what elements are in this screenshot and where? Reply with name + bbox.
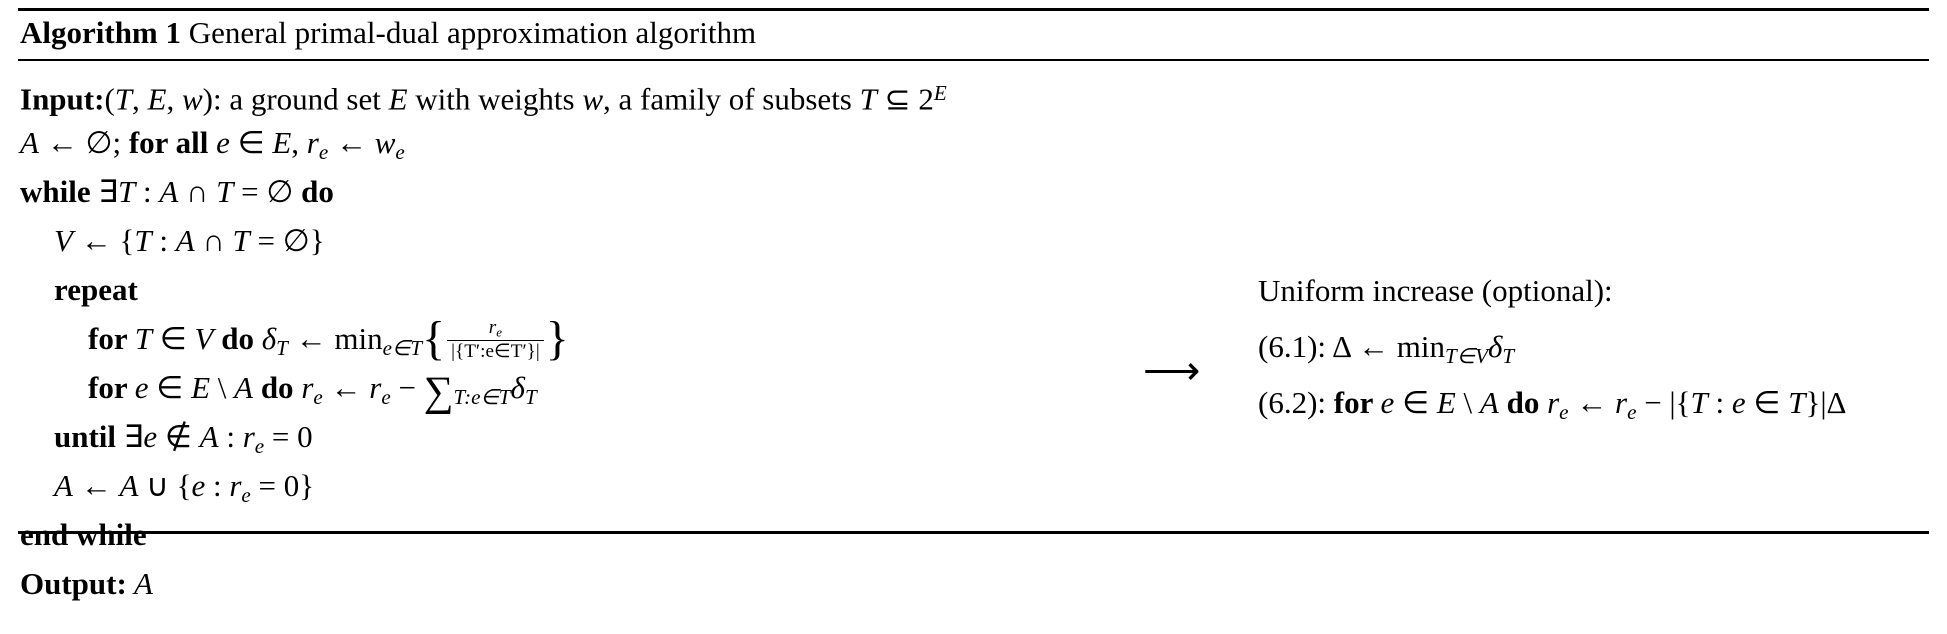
sub-e: e <box>318 139 329 164</box>
text: , <box>166 81 182 117</box>
var-T: T <box>232 223 250 258</box>
weight-w: w <box>181 81 203 117</box>
text: , <box>291 125 307 160</box>
var-r: r <box>369 370 382 405</box>
text: ( <box>104 81 115 117</box>
text: \ <box>1455 385 1480 420</box>
text: ∩ <box>194 223 233 258</box>
text: : <box>135 174 160 209</box>
text: − <box>390 370 424 405</box>
var-Delta: Δ <box>1826 385 1847 420</box>
text: = ∅ <box>233 174 302 209</box>
text: ← <box>287 321 335 356</box>
var-T: T <box>1690 385 1708 420</box>
text: ∩ <box>178 174 217 209</box>
var-A: A <box>20 125 39 160</box>
var-e: e <box>143 419 158 454</box>
var-T: T <box>134 321 153 356</box>
until-keyword: until <box>54 419 124 454</box>
pseudocode-line-for-delta <box>20 312 1070 366</box>
pseudocode-line-output <box>20 559 1070 608</box>
var-e: e <box>1380 385 1395 420</box>
pseudocode-line-init <box>20 118 1070 167</box>
set-V: V <box>194 321 214 356</box>
text: ⊆ 2 <box>876 81 934 117</box>
sub-T: T <box>1502 343 1515 368</box>
set-T: T <box>114 81 133 117</box>
text: = ∅} <box>249 223 325 258</box>
text: ← ∅; <box>38 125 129 160</box>
var-A: A <box>234 370 254 405</box>
sum-operator: ∑ <box>423 368 454 415</box>
pseudocode-listing <box>20 69 1070 608</box>
text: with weights <box>407 81 583 117</box>
pseudocode-line-until <box>20 412 1070 461</box>
fraction-numerator <box>447 317 544 340</box>
var-r: r <box>229 468 242 503</box>
algorithm-title: General primal-dual approximation algorithm <box>188 15 757 50</box>
var-E: E <box>191 370 210 405</box>
for-keyword: for <box>88 321 135 356</box>
right-brace: } <box>545 312 569 366</box>
set-E2: E <box>388 81 408 117</box>
do-keyword: do <box>301 174 334 209</box>
text: ← <box>72 468 120 503</box>
do-keyword: do <box>253 370 302 405</box>
pseudocode-line-repeat <box>20 265 1070 314</box>
var-T: T <box>216 174 234 209</box>
pseudocode-line-for-update-r <box>20 363 1070 415</box>
var-r: r <box>1615 385 1628 420</box>
var-r: r <box>1547 385 1560 420</box>
var-r: r <box>306 125 319 160</box>
input-keyword: Input: <box>20 81 105 117</box>
sub-e: e <box>313 384 323 409</box>
output-keyword: Output: <box>20 566 127 601</box>
var-r: r <box>242 419 255 454</box>
var-A: A <box>199 419 219 454</box>
text: = 0 <box>264 419 313 454</box>
pseudocode-line-augment-A <box>20 461 1070 510</box>
forall-keyword: for all <box>128 125 217 160</box>
var-A: A <box>54 468 73 503</box>
text: \ <box>210 370 235 405</box>
sum-subscript: T:e∈T <box>453 384 511 409</box>
min-subscript: T∈V <box>1445 343 1488 368</box>
var-e: e <box>1731 385 1746 420</box>
annotation-eq-6-2 <box>1258 375 1938 431</box>
text: ∃ <box>123 419 144 454</box>
set-E: E <box>147 81 167 117</box>
pseudocode-line-while <box>20 167 1070 216</box>
text: : <box>218 419 243 454</box>
sub-e: e <box>1559 399 1569 424</box>
exponent-E: E <box>933 81 947 105</box>
text: ∉ <box>157 419 200 454</box>
min-subscript: e∈T <box>382 335 423 360</box>
text: ← <box>328 125 375 160</box>
text: ← <box>1350 329 1397 364</box>
text: : <box>151 223 176 258</box>
var-delta: δ <box>261 321 277 356</box>
sub-T: T <box>276 335 288 360</box>
var-delta: δ <box>1488 329 1503 364</box>
annotation-block <box>1258 263 1938 431</box>
text: : <box>1707 385 1732 420</box>
text: ∈ <box>1745 385 1789 420</box>
var-e: e <box>191 468 206 503</box>
var-Delta: Δ <box>1332 329 1351 364</box>
text: , <box>132 81 148 117</box>
end-while-keyword: end while <box>20 517 147 552</box>
algorithm-caption <box>18 11 1929 59</box>
fraction <box>447 317 544 363</box>
min-operator: min <box>334 321 383 356</box>
text: ∈ <box>152 321 195 356</box>
algorithm-block <box>18 8 1929 601</box>
text: − |{ <box>1636 385 1691 420</box>
left-brace: { <box>422 312 446 366</box>
var-E: E <box>1436 385 1456 420</box>
pseudocode-line-violated-set <box>20 216 1070 265</box>
var-A: A <box>1479 385 1499 420</box>
fraction-denominator: |{T′:e∈T′}| <box>447 340 544 363</box>
text: ): a ground set <box>202 81 389 117</box>
text: ∈ <box>1394 385 1437 420</box>
for-keyword: for <box>1333 385 1381 420</box>
pseudocode-line-input <box>20 69 1070 118</box>
algorithm-label: Algorithm 1 <box>20 15 182 50</box>
text: : <box>205 468 230 503</box>
sub-e: e <box>1627 399 1637 424</box>
for-keyword: for <box>88 370 135 405</box>
sub-e: e <box>241 482 251 507</box>
do-keyword: do <box>1498 385 1548 420</box>
sub-e: e <box>496 324 503 340</box>
weight-w2: w <box>582 81 604 117</box>
text: = 0} <box>250 468 315 503</box>
var-A: A <box>159 174 179 209</box>
text: ← <box>322 370 370 405</box>
var-e: e <box>216 125 230 160</box>
algorithm-body <box>18 61 1929 601</box>
var-delta: δ <box>510 370 525 405</box>
min-operator: min <box>1396 329 1446 364</box>
pseudocode-line-end-while <box>20 510 1070 559</box>
set-T2: T <box>859 81 877 117</box>
sub-e2: e <box>395 139 405 164</box>
var-A: A <box>175 223 195 258</box>
text: , a family of subsets <box>603 81 860 117</box>
long-right-arrow-icon: ⟶ <box>1143 348 1201 393</box>
sub-e: e <box>254 433 265 458</box>
var-E: E <box>272 125 292 160</box>
eq-label: (6.2): <box>1258 385 1334 420</box>
annotation-heading: Uniform increase (optional): <box>1258 273 1613 308</box>
text: ∪ { <box>138 468 192 503</box>
var-T: T <box>1788 385 1806 420</box>
var-e: e <box>134 370 149 405</box>
sub-T: T <box>524 384 537 409</box>
text: ← <box>1568 385 1616 420</box>
annotation-eq-6-1 <box>1258 319 1938 375</box>
var-r: r <box>301 370 314 405</box>
var-r: r <box>488 316 497 338</box>
text: }| <box>1805 385 1827 420</box>
do-keyword: do <box>213 321 262 356</box>
var-w: w <box>374 125 396 160</box>
var-A: A <box>119 468 139 503</box>
set-V: V <box>54 223 73 258</box>
text: ∈ <box>148 370 192 405</box>
while-keyword: while <box>20 174 91 209</box>
sub-e: e <box>381 384 391 409</box>
eq-label: (6.1): <box>1258 329 1333 364</box>
text: ← { <box>72 223 135 258</box>
var-A: A <box>126 566 153 601</box>
var-T: T <box>134 223 152 258</box>
text: ∈ <box>229 125 273 160</box>
var-T: T <box>117 174 136 209</box>
repeat-keyword: repeat <box>54 272 138 307</box>
text: ∃ <box>90 174 118 209</box>
